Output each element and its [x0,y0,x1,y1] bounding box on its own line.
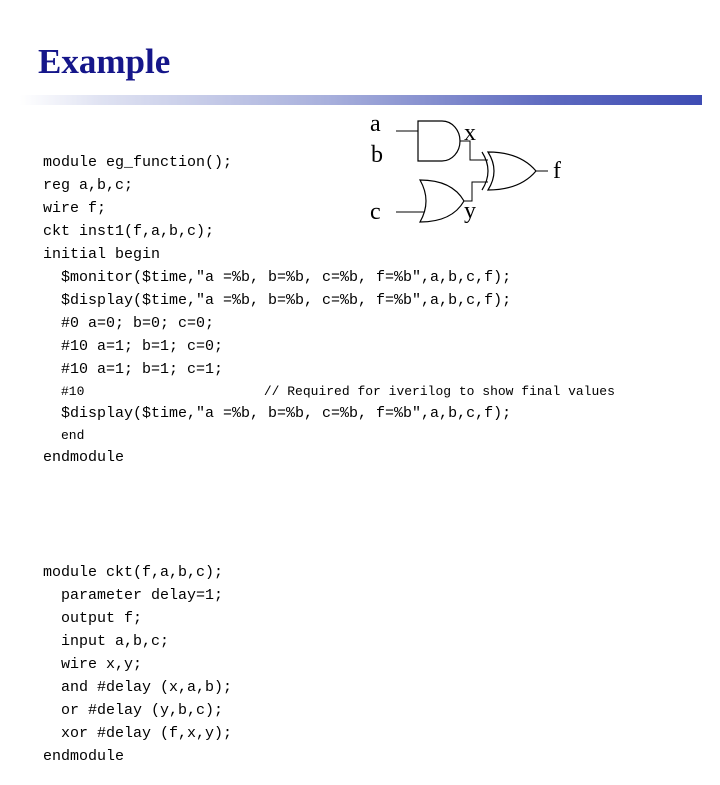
code-line [43,745,615,768]
label-y: y [464,198,476,224]
code-text: parameter delay=1; [61,587,224,604]
code-text: $monitor($time,"a =%b, b=%b, c=%b, f=%b",a,b,c,f); [61,269,512,286]
code-text: #10 a=1; b=1; c=1; [61,361,224,378]
code-text: wire x,y; [61,656,143,673]
code-line [43,243,615,266]
code-line [43,358,615,381]
code-line [43,722,615,745]
code-text: reg a,b,c; [43,177,134,194]
label-a: a [370,111,381,137]
code-line [43,607,615,630]
code-text: #0 a=0; b=0; c=0; [61,315,215,332]
code-text: initial begin [43,246,161,263]
code-text: endmodule [43,748,125,765]
code-text: #10 a=1; b=1; c=0; [61,338,224,355]
label-f: f [553,158,561,184]
code-line [43,266,615,289]
code-text: #10 // Required for iverilog to show final values [61,384,615,399]
code-text: or #delay (y,b,c); [61,702,224,719]
module-ckt [43,561,615,768]
xor-gate [488,152,536,190]
label-x: x [464,120,476,146]
code-line [43,630,615,653]
code-line [43,402,615,425]
code-text: input a,b,c; [61,633,170,650]
code-line [43,312,615,335]
code-line [43,381,615,402]
xor-gate-extra-arc [482,152,488,190]
code-line [43,676,615,699]
label-c: c [370,199,381,225]
code-line [43,699,615,722]
blank-line [43,503,615,527]
code-text: output f; [61,610,143,627]
code-text: wire f; [43,200,107,217]
code-line [43,446,615,469]
code-text: $display($time,"a =%b, b=%b, c=%b, f=%b",a,b,c,f); [61,405,512,422]
and-gate [418,121,460,161]
code-line [43,335,615,358]
code-line [43,584,615,607]
code-text: module eg_function(); [43,154,233,171]
or-gate [420,180,464,222]
code-text: xor #delay (f,x,y); [61,725,233,742]
code-text: $display($time,"a =%b, b=%b, c=%b, f=%b",a,b,c,f); [61,292,512,309]
code-line [43,289,615,312]
code-text: and #delay (x,a,b); [61,679,233,696]
logic-circuit-diagram [360,108,580,228]
code-text: end [61,428,85,443]
code-line [43,561,615,584]
code-text: endmodule [43,449,125,466]
label-b: b [371,142,383,168]
code-text: module ckt(f,a,b,c); [43,564,224,581]
slide-title: Example [38,42,171,81]
title-divider [20,94,702,106]
code-text: ckt inst1(f,a,b,c); [43,223,215,240]
code-line [43,653,615,676]
code-line [43,425,615,446]
